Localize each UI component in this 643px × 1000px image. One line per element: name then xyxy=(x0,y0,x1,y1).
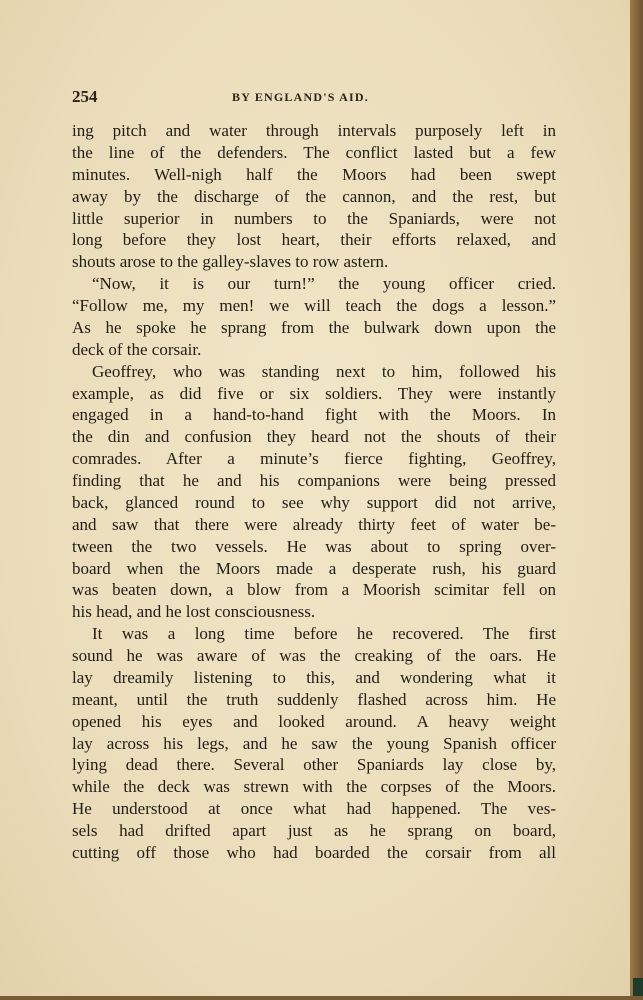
page-bottom-edge xyxy=(0,996,643,1000)
text-line: Geoffrey, who was standing next to him, followed his xyxy=(92,361,556,381)
text-line: sound he was aware of was the creaking of the oars. He xyxy=(72,646,556,665)
text-line: the din and confusion they heard not the shouts of their xyxy=(72,427,556,447)
text-line: “Follow me, my men! we will teach the dogs a lesson.” xyxy=(72,296,556,315)
body-text xyxy=(72,120,556,864)
text-line: meant, until the truth suddenly flashed across him. He xyxy=(72,689,556,709)
text-line: “Now, it is our turn!” the young officer cried. xyxy=(92,274,556,294)
text-line: board when the Moors made a desperate rush, his guard xyxy=(72,558,556,578)
text-line: and saw that there were already thirty feet of water be- xyxy=(72,514,556,534)
text-line: minutes. Well-nigh half the Moors had been swept xyxy=(72,164,556,184)
text-line: the line of the defenders. The conflict lasted but a few xyxy=(72,142,556,162)
bookmark-tab xyxy=(633,978,643,996)
text-line: ing pitch and water through intervals purposely left in xyxy=(72,121,556,140)
text-line: away by the discharge of the cannon, and the rest, but xyxy=(72,186,556,206)
running-head: BY ENGLAND'S AID. xyxy=(232,90,369,104)
text-line: lying dead there. Several other Spaniards lay close by, xyxy=(72,755,556,775)
text-line: As he spoke he sprang from the bulwark down upon the xyxy=(72,317,556,337)
text-line: It was a long time before he recovered. The first xyxy=(92,624,556,644)
text-line: little superior in numbers to the Spaniards, were not xyxy=(72,208,556,228)
text-line: shouts arose to the galley-slaves to row astern. xyxy=(72,252,389,272)
text-line: example, as did five or six soldiers. They were instantly xyxy=(72,383,556,403)
text-line: lay dreamily listening to this, and wondering what it xyxy=(72,667,556,687)
text-line: while the deck was strewn with the corpses of the Moors. xyxy=(72,777,556,797)
page-number: 254 xyxy=(72,87,98,106)
page-header xyxy=(72,85,556,109)
text-line: He understood at once what had happened. The ves- xyxy=(72,799,556,819)
text-line: comrades. After a minute’s fierce fighting, Geoffrey, xyxy=(72,449,556,469)
text-line: was beaten down, a blow from a Moorish scimitar fell on xyxy=(72,580,556,600)
text-line: long before they lost heart, their efforts relaxed, and xyxy=(72,230,556,250)
text-line: back, glanced round to see why support did not arrive, xyxy=(72,492,556,512)
text-line: tween the two vessels. He was about to spring over- xyxy=(72,536,556,556)
text-line: engaged in a hand-to-hand fight with the Moors. In xyxy=(72,405,556,425)
page-edge xyxy=(630,0,643,1000)
text-line: lay across his legs, and he saw the young Spanish officer xyxy=(72,733,556,753)
text-line: deck of the corsair. xyxy=(72,339,202,359)
text-line: finding that he and his companions were being pressed xyxy=(72,471,556,490)
text-line: sels had drifted apart just as he sprang on board, xyxy=(72,821,556,840)
text-line: cutting off those who had boarded the corsair from all xyxy=(72,842,556,862)
text-line: his head, and he lost consciousness. xyxy=(72,602,316,622)
text-line: opened his eyes and looked around. A heavy weight xyxy=(72,711,556,731)
